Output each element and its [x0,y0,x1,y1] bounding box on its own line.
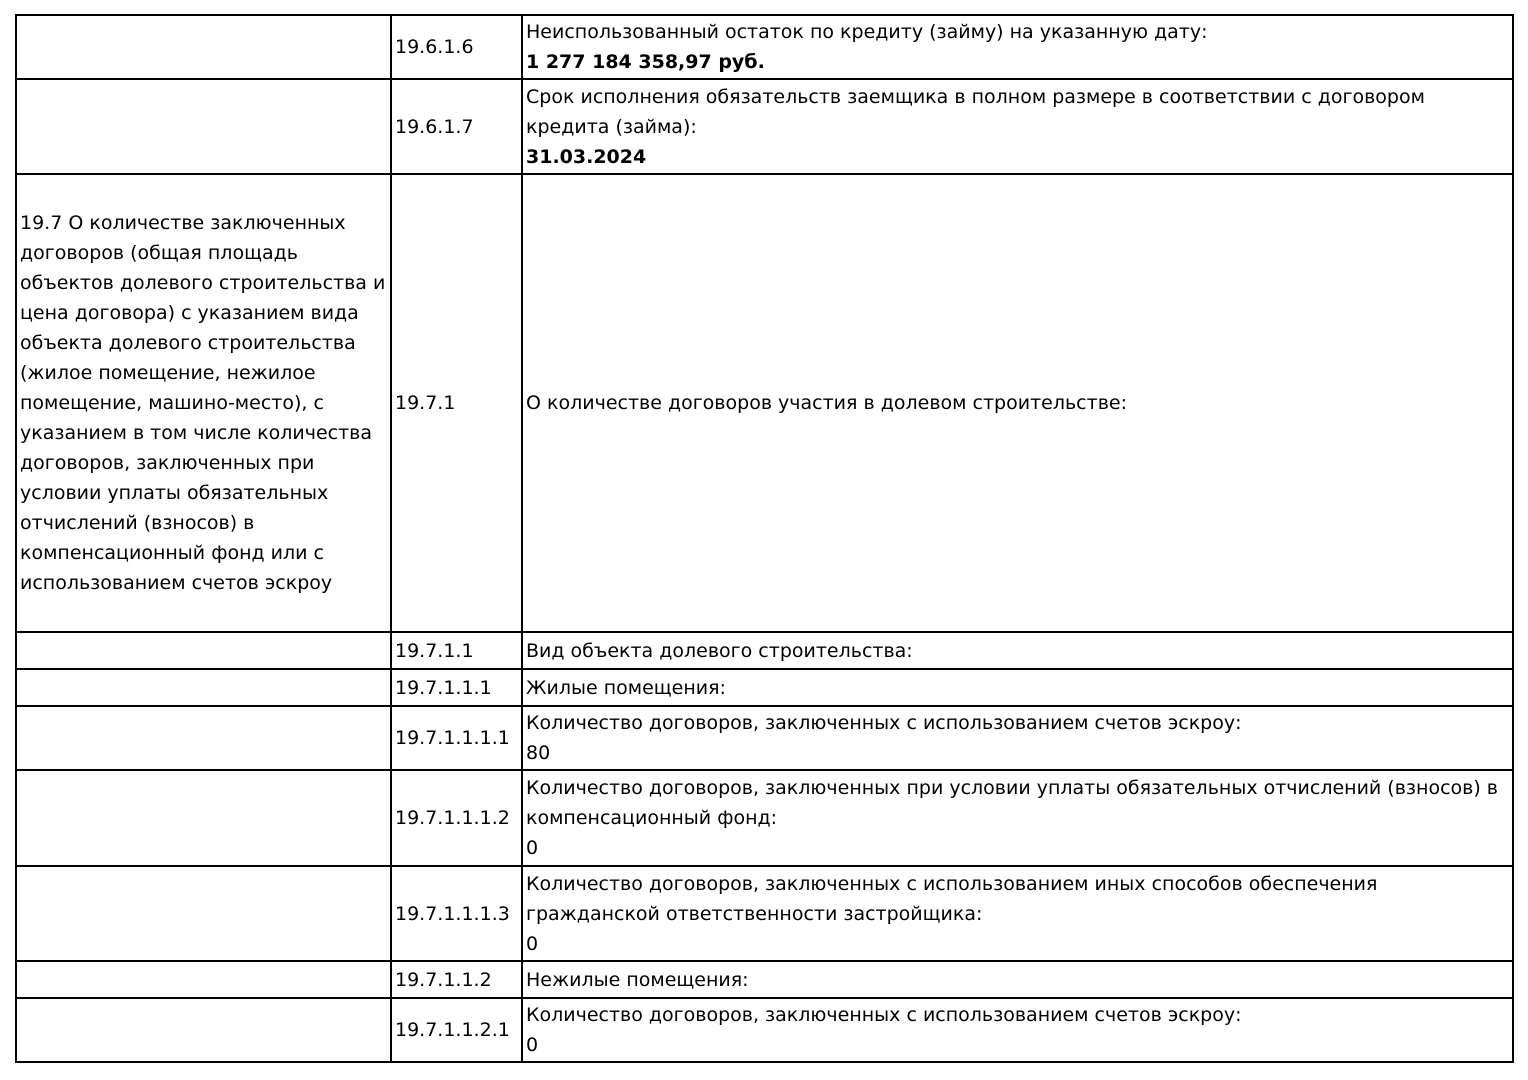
item-code: 19.7.1.1.1 [395,676,492,699]
declaration-table [15,14,1514,1063]
item-label: Жилые помещения: [526,676,726,699]
section-text: 19.7 О количестве заключенных договоров (общая площадь объектов долевого строительства и цена договора) с указанием вида объекта долевого строительства (жилое помещение, нежилое помещение, машино-место), с указанием в том числе количества договоров, заключенных при условии уплаты обязательных отчислений (взносов) в компенсационный фонд или с использованием счетов эскроу [20,212,386,594]
item-code: 19.7.1.1.1.3 [395,902,510,925]
section-cell [16,770,391,866]
code-cell [391,632,522,669]
item-label: Количество договоров, заключенных с использованием иных способов обеспечения гражданской ответственности застройщика: [526,872,1378,925]
item-label: Неиспользованный остаток по кредиту (займу) на указанную дату: [526,21,1208,43]
content-cell [522,174,1513,632]
item-value: 1 277 184 358,97 руб. [526,51,765,73]
code-cell [391,15,522,79]
code-cell [391,961,522,998]
table-row [16,174,1513,632]
content-cell [522,706,1513,770]
code-cell [391,998,522,1062]
content-cell [522,15,1513,79]
code-cell [391,174,522,632]
section-cell [16,15,391,79]
content-cell [522,770,1513,866]
section-cell [16,961,391,998]
item-code: 19.7.1 [395,392,456,414]
code-cell [391,706,522,770]
section-cell [16,632,391,669]
item-label: Срок исполнения обязательств заемщика в полном размере в соответствии с договором кредита (займа): [526,85,1425,138]
section-cell [16,79,391,174]
item-code: 19.6.1.7 [395,115,474,138]
table-row [16,998,1513,1062]
item-label: О количестве договоров участия в долевом строительстве: [526,392,1127,414]
code-cell [391,866,522,961]
item-code: 19.7.1.1 [395,639,474,662]
table-row [16,706,1513,770]
content-cell [522,632,1513,669]
section-cell [16,706,391,770]
item-code: 19.7.1.1.1.2 [395,807,510,829]
item-code: 19.6.1.6 [395,36,474,58]
table-row [16,669,1513,706]
content-cell [522,998,1513,1062]
item-label: Нежилые помещения: [526,968,749,991]
content-cell [522,79,1513,174]
item-code: 19.7.1.1.1.1 [395,727,510,749]
table-row [16,632,1513,669]
code-cell [391,770,522,866]
item-code: 19.7.1.1.2 [395,968,492,991]
table-row [16,770,1513,866]
item-value: 0 [526,837,539,859]
item-label: Вид объекта долевого строительства: [526,639,913,662]
item-label: Количество договоров, заключенных с использованием счетов эскроу: [526,1004,1242,1026]
section-cell [16,174,391,632]
item-value: 80 [526,742,551,764]
item-code: 19.7.1.1.2.1 [395,1019,510,1041]
item-value: 31.03.2024 [526,145,647,168]
table-row [16,961,1513,998]
section-cell [16,998,391,1062]
code-cell [391,669,522,706]
item-label: Количество договоров, заключенных при условии уплаты обязательных отчислений (взносов) в компенсационный фонд: [526,777,1498,829]
content-cell [522,669,1513,706]
table-row [16,79,1513,174]
content-cell [522,866,1513,961]
item-value: 0 [526,932,539,955]
item-value: 0 [526,1034,539,1056]
table-row [16,15,1513,79]
section-cell [16,669,391,706]
section-cell [16,866,391,961]
content-cell [522,961,1513,998]
table-row [16,866,1513,961]
code-cell [391,79,522,174]
item-label: Количество договоров, заключенных с использованием счетов эскроу: [526,712,1242,734]
